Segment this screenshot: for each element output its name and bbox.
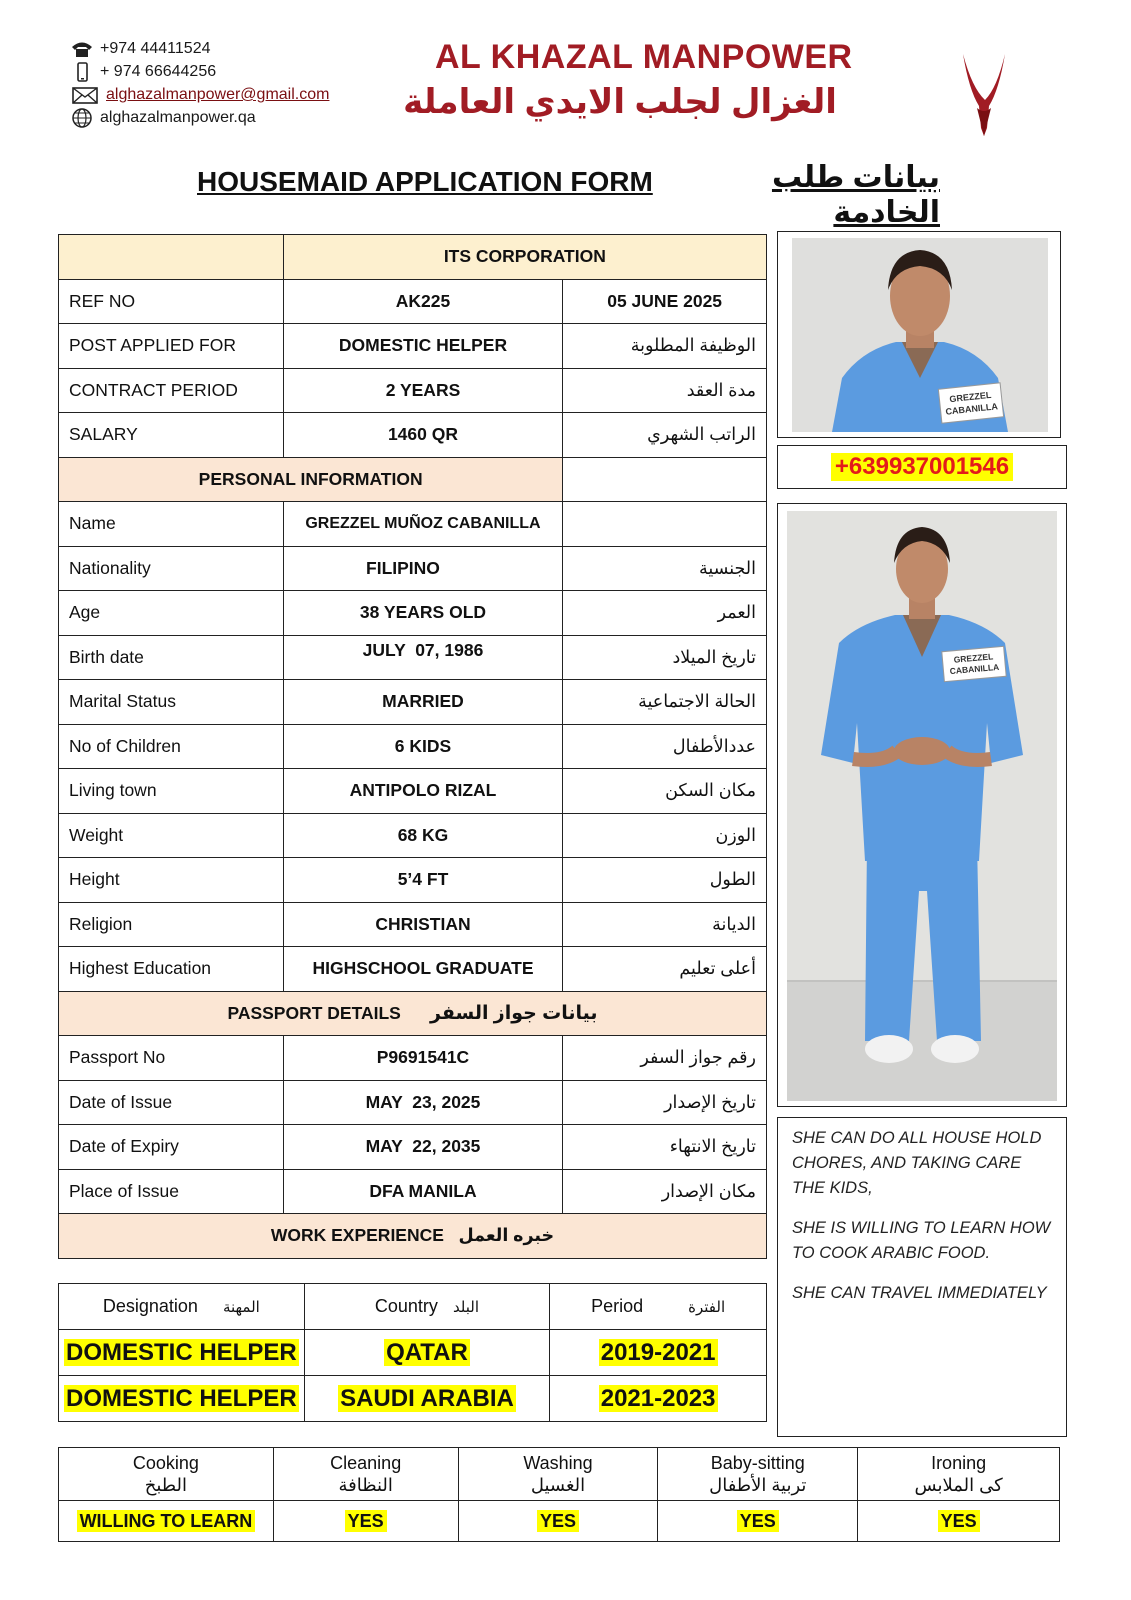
passport-section-en: PASSPORT DETAILS (227, 1002, 401, 1023)
salary-label-ar: الراتب الشهري (563, 413, 767, 458)
education-label-ar: أعلى تعليم (563, 947, 767, 992)
badge-text-last: CABANILLA (949, 661, 1000, 677)
issue-place-label-ar: مكان الإصدار (563, 1169, 767, 1214)
skill-name-ar: كى الملابس (914, 1475, 1003, 1495)
experience-period (550, 1330, 767, 1376)
fullbody-photo-frame (777, 503, 1067, 1107)
agency-row (59, 235, 767, 280)
town-value: ANTIPOLO RIZAL (283, 769, 563, 814)
job-label-ar: الوظيفة المطلوبة (563, 324, 767, 369)
age-row (59, 591, 767, 636)
age-label: Age (59, 591, 284, 636)
name-label-ar (563, 502, 767, 547)
skill-header (458, 1448, 658, 1501)
age-value: 38 YEARS OLD (283, 591, 563, 636)
weight-label: Weight (59, 813, 284, 858)
skill-name-ar: الغسيل (530, 1475, 586, 1495)
email-link[interactable]: alghazalmanpower@gmail.com (106, 86, 330, 103)
name-label: Name (59, 502, 284, 547)
experience-header-row (59, 1284, 767, 1330)
experience-designation (59, 1330, 305, 1376)
ref-date: 05 JUNE 2025 (563, 279, 767, 324)
marital-row (59, 680, 767, 725)
town-label: Living town (59, 769, 284, 814)
country-header (304, 1284, 550, 1330)
education-label: Highest Education (59, 947, 284, 992)
height-row (59, 858, 767, 903)
height-label-ar: الطول (563, 858, 767, 903)
country-header-ar: البلد (452, 1299, 480, 1316)
children-value: 6 KIDS (283, 724, 563, 769)
period-header (550, 1284, 767, 1330)
passport-no-label-ar: رقم جواز السفر (563, 1036, 767, 1081)
skill-name-ar: الطبخ (144, 1475, 188, 1495)
issue-place-label: Place of Issue (59, 1169, 284, 1214)
town-label-ar: مكان السكن (563, 769, 767, 814)
badge-text-first: GREZZEL (948, 389, 992, 405)
badge-text-first: GREZZEL (953, 651, 994, 665)
weight-row (59, 813, 767, 858)
company-name-en: AL KHAZAL MANPOWER (435, 38, 853, 76)
issue-place-row (59, 1169, 767, 1214)
application-table (58, 234, 767, 1259)
issue-date-label-ar: تاريخ الإصدار (563, 1080, 767, 1125)
passport-section-row (59, 991, 767, 1036)
agency-name: ITS CORPORATION (283, 235, 766, 280)
skill-name: Cleaning (330, 1453, 402, 1473)
experience-row (59, 1376, 767, 1422)
marital-value: MARRIED (283, 680, 563, 725)
expiry-date-row (59, 1125, 767, 1170)
nationality-label-ar: الجنسية (563, 546, 767, 591)
skills-value-row (59, 1501, 1060, 1542)
job-row (59, 324, 767, 369)
experience-country (304, 1376, 550, 1422)
phone-row-1 (70, 37, 329, 60)
weight-label-ar: الوزن (563, 813, 767, 858)
experience-designation (59, 1376, 305, 1422)
education-row (59, 947, 767, 992)
website-link[interactable]: alghazalmanpower.qa (100, 109, 256, 126)
telephone-icon (70, 40, 94, 58)
skill-value-text: YES (537, 1510, 579, 1532)
issue-date-row (59, 1080, 767, 1125)
contract-value: 2 YEARS (283, 368, 563, 413)
envelope-icon (70, 85, 100, 105)
skill-header (658, 1448, 858, 1501)
job-value: DOMESTIC HELPER (283, 324, 563, 369)
nationality-label: Nationality (59, 546, 284, 591)
globe-icon (70, 107, 94, 129)
experience-section-en: WORK EXPERIENCE (270, 1225, 444, 1246)
note-item: SHE CAN TRAVEL IMMEDIATELY (792, 1284, 1047, 1302)
salary-row (59, 413, 767, 458)
experience-period (550, 1376, 767, 1422)
headshot-photo (792, 238, 1048, 432)
phone-row-2 (70, 60, 329, 83)
ref-value: AK225 (283, 279, 563, 324)
email-row (70, 83, 329, 106)
skill-name: Ironing (931, 1453, 987, 1473)
skill-value (458, 1501, 658, 1542)
expiry-date-label-ar: تاريخ الانتهاء (563, 1125, 767, 1170)
skill-header (273, 1448, 458, 1501)
note-item: SHE CAN DO ALL HOUSE HOLD CHORES, AND TAKING CARE THE KIDS, (792, 1129, 1042, 1197)
birthdate-row (59, 635, 767, 680)
skills-table (58, 1447, 1060, 1542)
passport-section-ar: بيانات جواز السفر (430, 1002, 598, 1024)
height-label: Height (59, 858, 284, 903)
contact-block (70, 37, 329, 129)
badge-text-last: CABANILLA (944, 401, 999, 417)
issue-date-value: MAY 23, 2025 (283, 1080, 563, 1125)
personal-section-blank (563, 457, 767, 502)
phone-2[interactable]: + 974 66644256 (100, 63, 217, 80)
birthdate-label-ar: تاريخ الميلاد (563, 635, 767, 680)
skill-value (658, 1501, 858, 1542)
headshot-photo-frame (777, 231, 1061, 438)
note-item: SHE IS WILLING TO LEARN HOW TO COOK ARABIC FOOD. (792, 1219, 1051, 1262)
experience-row (59, 1330, 767, 1376)
education-value: HIGHSCHOOL GRADUATE (283, 947, 563, 992)
designation-header (59, 1284, 305, 1330)
experience-designation-text: DOMESTIC HELPER (66, 1384, 297, 1412)
marital-label-ar: الحالة الاجتماعية (563, 680, 767, 725)
passport-no-value: P9691541C (283, 1036, 563, 1081)
designation-header-ar: المهنة (222, 1299, 260, 1316)
experience-section-title (59, 1214, 767, 1259)
experience-country-text: SAUDI ARABIA (340, 1384, 514, 1412)
passport-no-label: Passport No (59, 1036, 284, 1081)
experience-section-row (59, 1214, 767, 1259)
nationality-value: FILIPINO (283, 546, 563, 591)
children-row (59, 724, 767, 769)
salary-value: 1460 QR (283, 413, 563, 458)
mobile-phone-icon (70, 62, 94, 82)
website-row (70, 106, 329, 129)
skill-value (59, 1501, 274, 1542)
skills-header-row (59, 1448, 1060, 1501)
period-header-ar: الفترة (688, 1299, 726, 1316)
designation-header-en: Designation (102, 1296, 198, 1316)
skill-value (273, 1501, 458, 1542)
religion-label: Religion (59, 902, 284, 947)
religion-label-ar: الديانة (563, 902, 767, 947)
experience-period-text: 2021-2023 (600, 1384, 716, 1412)
country-header-en: Country (374, 1296, 438, 1316)
experience-section-ar: خبره العمل (458, 1225, 555, 1246)
skill-value-text: YES (345, 1510, 387, 1532)
birthdate-value: JULY 07, 1986 (283, 635, 563, 680)
company-name-ar: الغزال لجلب الايدي العاملة (403, 83, 837, 121)
form-title-ar: بيانات طلب الخادمة (771, 161, 940, 229)
skill-header (59, 1448, 274, 1501)
skill-name-ar: تربية الأطفال (709, 1475, 807, 1495)
birthdate-label: Birth date (59, 635, 284, 680)
salary-label: SALARY (59, 413, 284, 458)
phone-1[interactable]: +974 44411524 (100, 40, 211, 57)
nationality-row (59, 546, 767, 591)
personal-section-title: PERSONAL INFORMATION (59, 457, 563, 502)
personal-section-row (59, 457, 767, 502)
passport-section-title (59, 991, 767, 1036)
skill-header (858, 1448, 1060, 1501)
marital-label: Marital Status (59, 680, 284, 725)
fullbody-photo (787, 511, 1057, 1101)
ref-row (59, 279, 767, 324)
issue-date-label: Date of Issue (59, 1080, 284, 1125)
issue-place-value: DFA MANILA (283, 1169, 563, 1214)
phone-contact-box (777, 445, 1067, 489)
name-row (59, 502, 767, 547)
contract-label: CONTRACT PERIOD (59, 368, 284, 413)
period-header-en: Period (591, 1296, 644, 1316)
age-label-ar: العمر (563, 591, 767, 636)
gazelle-logo-icon (955, 50, 1013, 142)
height-value: 5’4 FT (283, 858, 563, 903)
skill-name: Cooking (132, 1453, 199, 1473)
religion-row (59, 902, 767, 947)
experience-country-text: QATAR (386, 1338, 468, 1366)
skill-value-text: YES (938, 1510, 980, 1532)
skill-name: Washing (523, 1453, 593, 1473)
name-value: GREZZEL MUÑOZ CABANILLA (283, 502, 563, 547)
form-title: HOUSEMAID APPLICATION FORM (197, 166, 653, 197)
religion-value: CHRISTIAN (283, 902, 563, 947)
town-row (59, 769, 767, 814)
experience-designation-text: DOMESTIC HELPER (66, 1338, 297, 1366)
expiry-date-label: Date of Expiry (59, 1125, 284, 1170)
experience-country (304, 1330, 550, 1376)
passport-no-row (59, 1036, 767, 1081)
contract-row (59, 368, 767, 413)
children-label-ar: عددالأطفال (563, 724, 767, 769)
experience-table (58, 1283, 767, 1422)
skill-value-text: YES (737, 1510, 779, 1532)
skill-value (858, 1501, 1060, 1542)
contract-label-ar: مدة العقد (563, 368, 767, 413)
phone-contact[interactable]: +639937001546 (831, 453, 1013, 481)
weight-value: 68 KG (283, 813, 563, 858)
job-label: POST APPLIED FOR (59, 324, 284, 369)
expiry-date-value: MAY 22, 2035 (283, 1125, 563, 1170)
notes-box (777, 1117, 1067, 1437)
children-label: No of Children (59, 724, 284, 769)
ref-label: REF NO (59, 279, 284, 324)
skill-value-text: WILLING TO LEARN (77, 1510, 256, 1532)
agency-blank-cell (59, 235, 284, 280)
skill-name-ar: النظافة (338, 1475, 393, 1495)
skill-name: Baby-sitting (710, 1453, 805, 1473)
experience-period-text: 2019-2021 (600, 1338, 716, 1366)
